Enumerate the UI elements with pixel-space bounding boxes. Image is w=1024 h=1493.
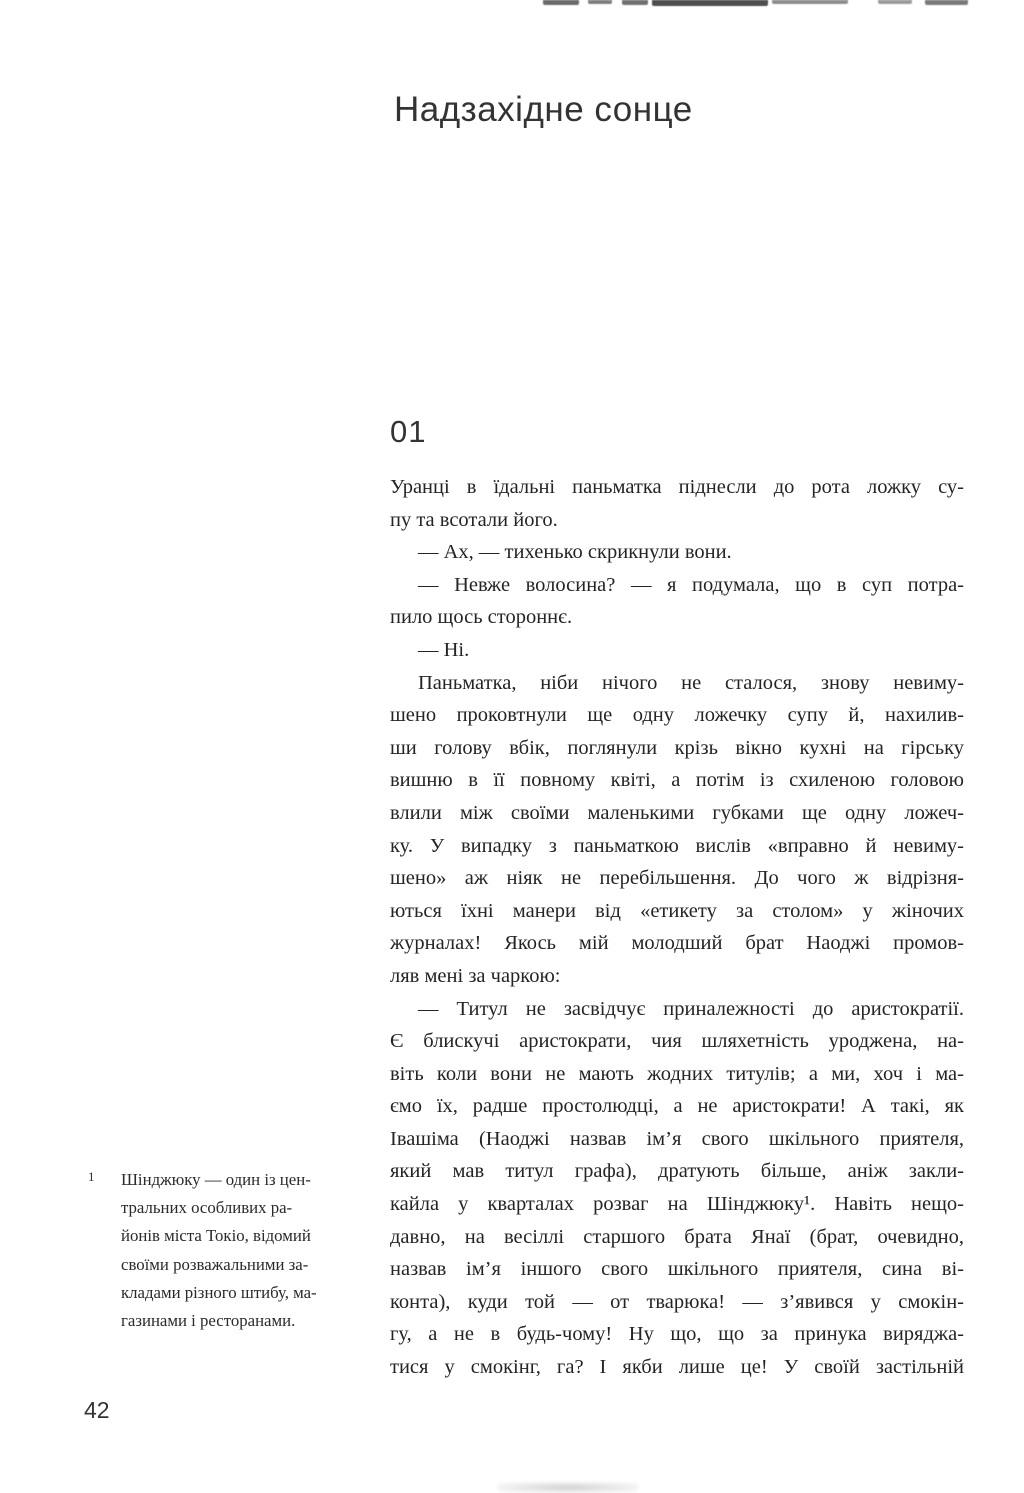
body-line: який мав титул графа), дратують більше, аніж закли- [390,1160,964,1183]
body-line: назвав ім’я іншого свого шкільного приятеля, сина ві- [390,1258,964,1281]
body-line: Паньматка, ніби нічого не сталося, знову невиму- [418,671,964,694]
body-text [390,471,964,1384]
body-line: конта), куди той — от тварюка! — з’явився у смокін- [390,1290,964,1313]
section-number: 01 [390,414,427,449]
body-line: — Титул не засвідчує приналежності до аристократії. [418,997,964,1020]
body-line: ку. У випадку з паньматкою вислів «вправно й невиму- [390,834,964,857]
body-line: — Ні. [418,638,470,661]
chapter-title: Надзахідне сонце [394,90,693,129]
scan-artifact-top [925,0,968,5]
body-line: пило щось стороннє. [390,606,573,629]
body-line: — Невже волосина? — я подумала, що в суп потра- [418,573,964,596]
footnote-line: тральних особливих ра- [121,1198,293,1218]
body-line: пу та всотали його. [390,508,558,531]
body-line: влили між своїми маленькими губками ще одну ложеч- [390,801,964,824]
body-line: Івашіма (Наоджі назвав ім’я свого шкільного приятеля, [390,1127,964,1150]
scan-artifact-top [878,0,912,4]
body-line: ши голову вбік, поглянули крізь вікно кухні на гірську [390,736,964,759]
scan-artifact-top [652,0,768,6]
body-line: — Ах, — тихенько скрикнули вони. [418,541,732,564]
footnote-marker: 1 [88,1169,95,1184]
footnote-line: кладами різного штибу, ма- [121,1282,317,1302]
body-line: шено проковтнули ще одну ложечку супу й, нахилив- [390,704,964,727]
body-line: Уранці в їдальні паньматка піднесли до рота ложку су- [390,476,964,498]
body-line: шено» аж ніяк не перебільшення. До чого ж відрізня- [390,867,964,890]
body-line: Є блискучі аристократи, чия шляхетність уроджена, на- [390,1030,964,1053]
footnote [88,1166,340,1335]
footnote-line: своїми розважальними за- [121,1254,309,1274]
body-line: віть коли вони не мають жодних титулів; а ми, хоч і ма- [390,1062,964,1085]
scan-artifact-top [588,0,612,4]
body-line: давно, на весіллі старшого брата Янаї (брат, очевидно, [390,1225,964,1248]
page-number: 42 [84,1397,110,1423]
body-line: тися у смокінг, га? І якби лише це! У своїй застільній [390,1356,964,1379]
body-line: журналах! Якось мій молодший брат Наоджі промов- [390,932,964,955]
body-line: вишню в її повному квіті, а потім із схиленою головою [390,769,964,792]
scan-artifact-top [543,0,579,5]
body-line: ляв мені за чаркою: [390,964,561,987]
body-line: гу, а не в будь-чому! Ну що, що за принука виряджа- [390,1323,964,1346]
body-line: кайла у кварталах розваг на Шінджюку¹. Навіть нещо- [390,1193,964,1216]
footnote-text [121,1166,340,1335]
footnote-line: йонів міста Токіо, відомий [121,1226,311,1246]
body-line: ємо їх, радше простолюдці, а не аристократи! А такі, як [390,1095,964,1118]
footnote-line: Шінджюку — один із цен- [121,1170,311,1189]
scan-smudge-bottom [498,1482,638,1493]
footnote-line: газинами і ресторанами. [121,1310,296,1330]
body-line: ються їхні манери від «етикету за столом» у жіночих [390,899,964,922]
scan-artifact-top [622,0,648,5]
scan-artifact-top [772,0,848,4]
